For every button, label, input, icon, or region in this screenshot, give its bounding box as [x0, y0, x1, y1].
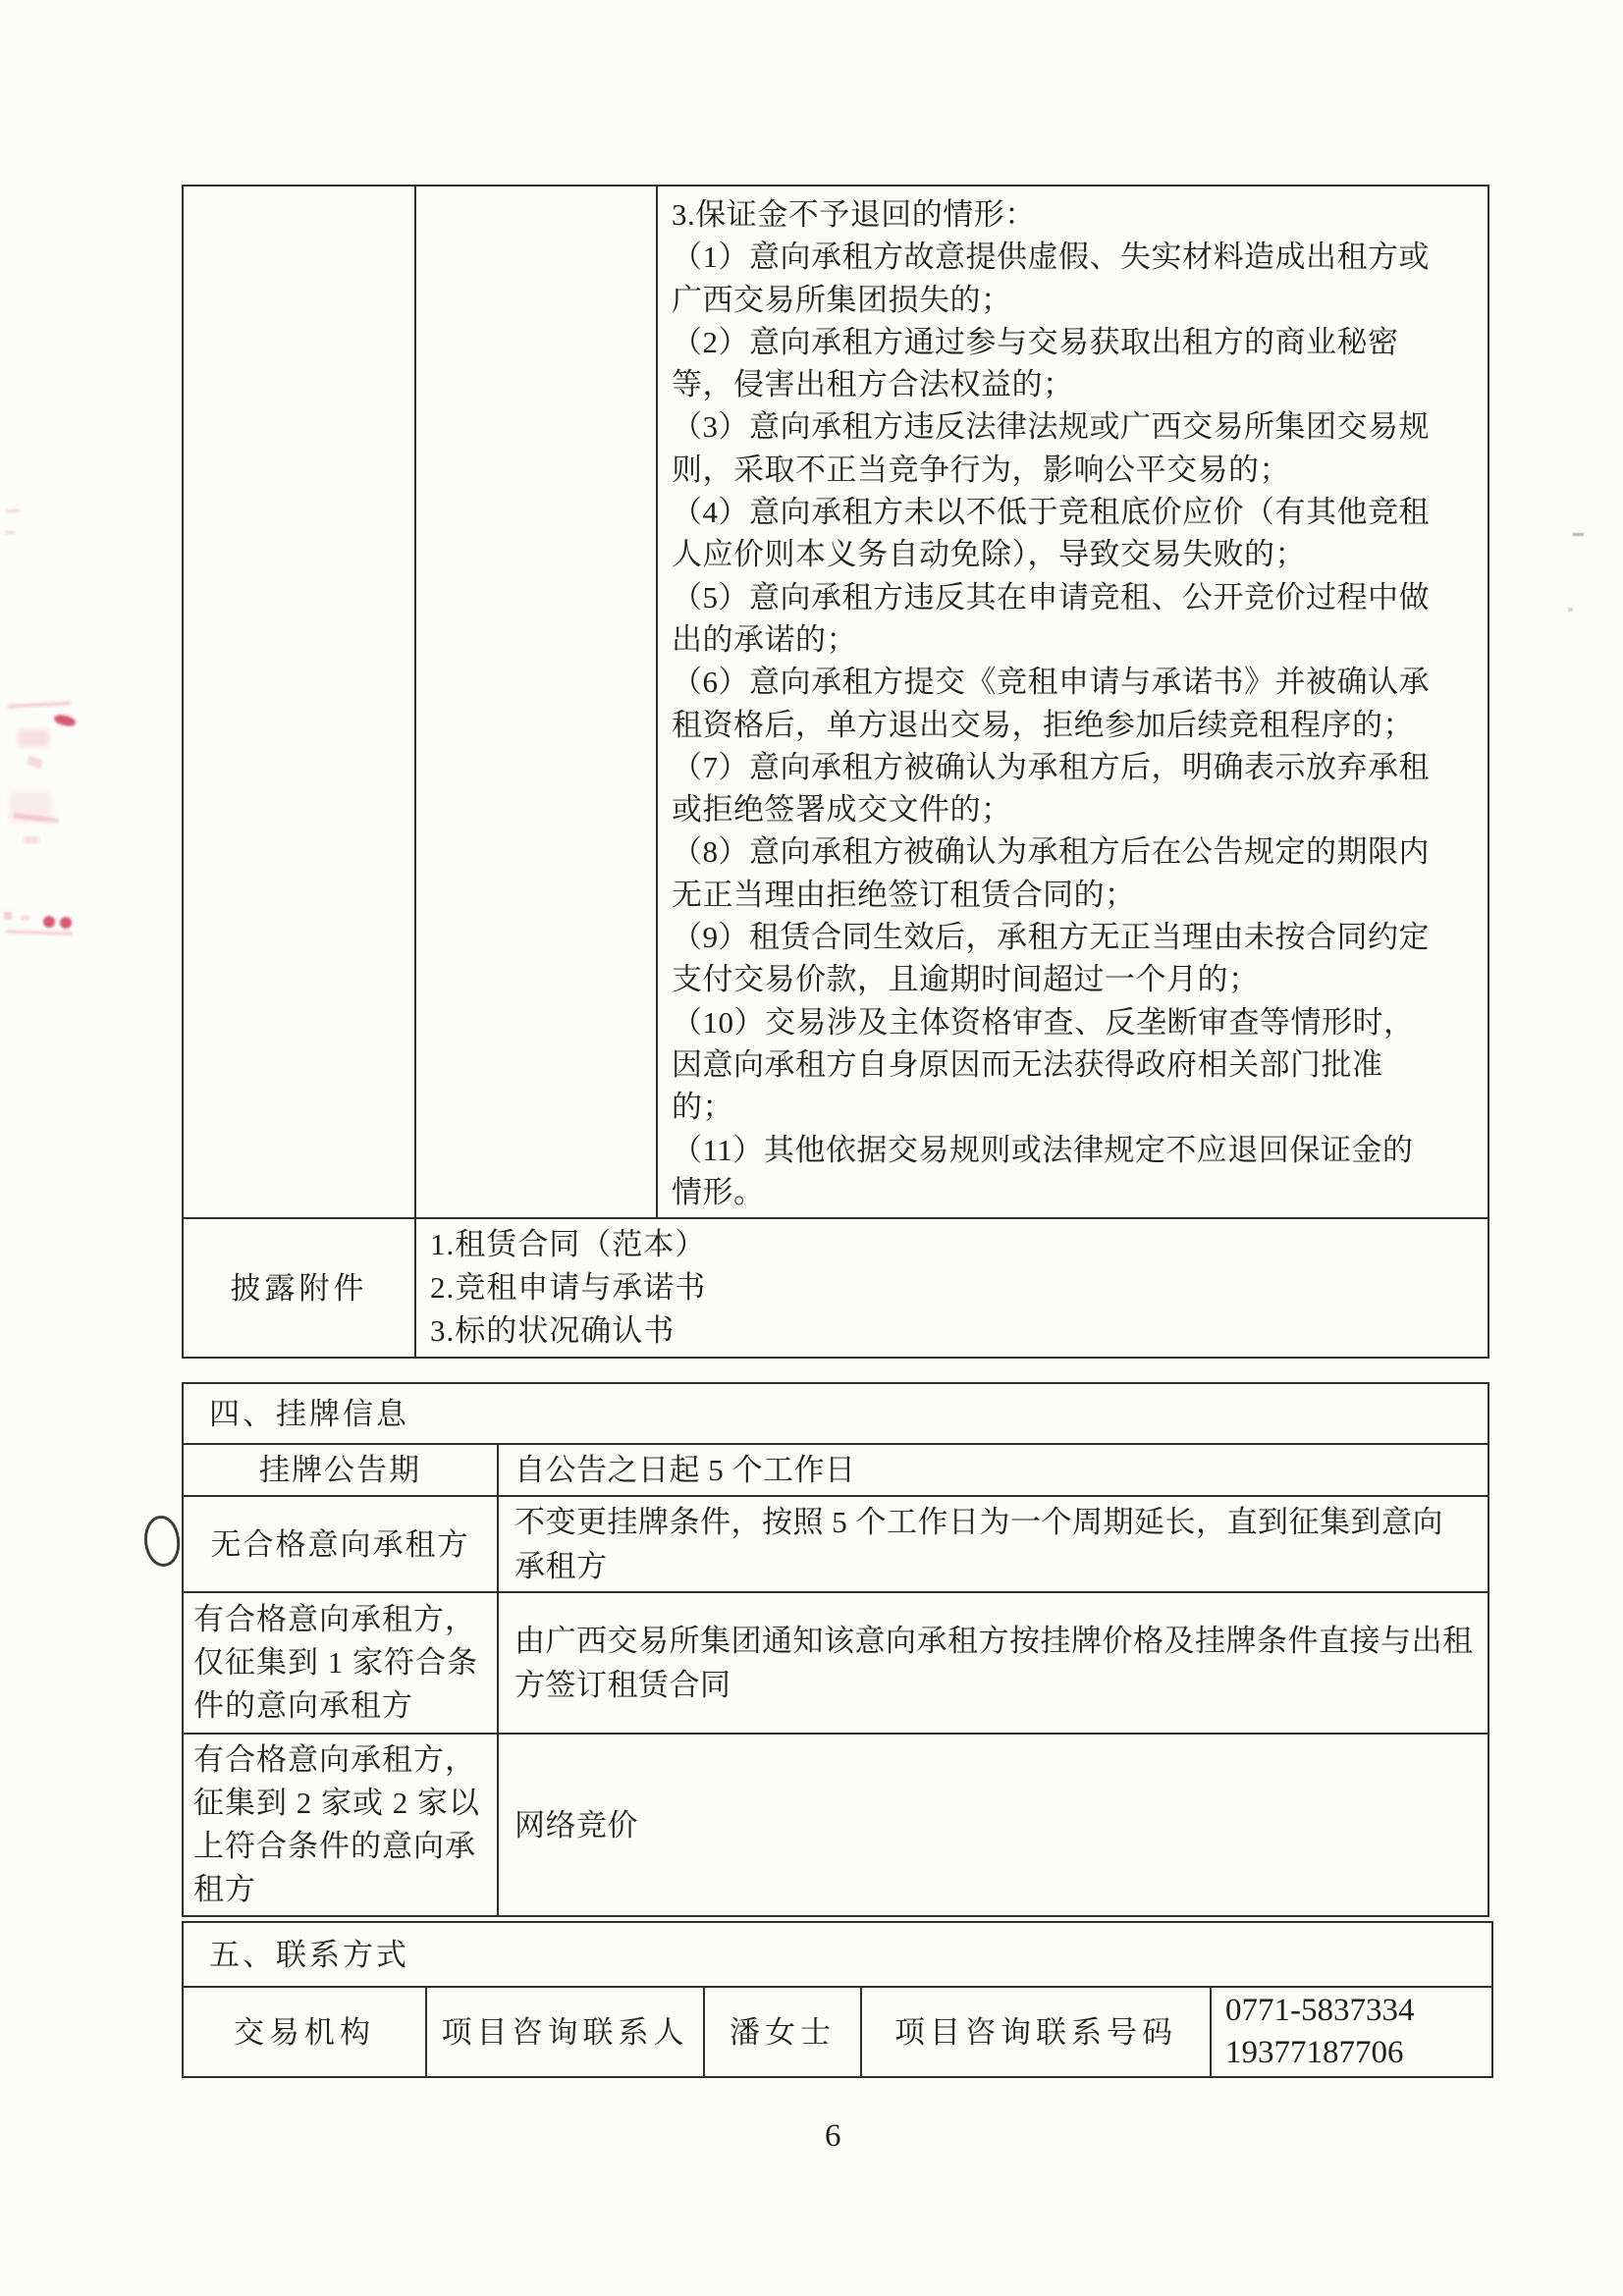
attachments-list-cell: [415, 1218, 1488, 1358]
red-ink-smudge: [5, 531, 15, 534]
phone-number: 19377187706: [1225, 2035, 1404, 2070]
deposit-clause-line: 等，侵害出租方合法权益的；: [672, 367, 1074, 402]
table-row: [183, 1444, 1488, 1496]
section-title-row: [183, 1922, 1492, 1987]
deposit-clause-line: （3）意向承租方违反法律法规或广西交易所集团交易规: [672, 409, 1430, 445]
listing-row-label: 挂牌公告期: [183, 1444, 498, 1496]
attachment-item: 3.标的状况确认书: [430, 1313, 676, 1349]
attachments-label: 披露附件: [183, 1218, 415, 1358]
deposit-terms-table: [182, 185, 1489, 1359]
deposit-clause-line: 3.保证金不予退回的情形：: [672, 197, 1036, 232]
listing-row-label: 无合格意向承租方: [183, 1496, 498, 1592]
deposit-clause-line: （7）意向承租方被确认为承租方后，明确表示放弃承租: [672, 749, 1430, 784]
section-title-row: [183, 1383, 1488, 1444]
listing-info-table: [182, 1382, 1489, 1917]
deposit-clause-line: 无正当理由拒绝签订租赁合同的；: [672, 877, 1136, 912]
table-row: [183, 1592, 1488, 1734]
deposit-clause-line: （8）意向承租方被确认为承租方后在公告规定的期限内: [672, 834, 1430, 870]
deposit-clause-line: 因意向承租方自身原因而无法获得政府相关部门批准: [672, 1046, 1383, 1082]
contact-row: [183, 1987, 1492, 2077]
table-row: [183, 1496, 1488, 1592]
deposit-clause-line: （9）租赁合同生效后，承租方无正当理由未按合同约定: [672, 920, 1430, 955]
page-number: 6: [825, 2118, 841, 2154]
deposit-clause-line: （2）意向承租方通过参与交易获取出租方的商业秘密: [672, 324, 1399, 359]
empty-label-cell: [183, 186, 415, 1218]
listing-row-value: 网络竞价: [498, 1734, 1488, 1916]
contact-section-title: 五、联系方式: [183, 1922, 1492, 1987]
table-row: [183, 1734, 1488, 1916]
deposit-clause-line: （10）交易涉及主体资格审查、反垄断审查等情形时，: [672, 1004, 1415, 1040]
deposit-clause-line: 支付交易价款，且逾期时间超过一个月的；: [672, 962, 1260, 997]
deposit-clause-line: 或拒绝签署成交文件的；: [672, 792, 1012, 828]
deposit-clause-line: 人应价则本义务自动免除），导致交易失败的；: [672, 537, 1306, 572]
handwritten-circle-annotation: [141, 1514, 183, 1569]
red-ink-smudge: [21, 916, 29, 920]
listing-row-value: 不变更挂牌条件，按照 5 个工作日为一个周期延长，直到征集到意向承租方: [498, 1496, 1488, 1592]
red-ink-smudge: [8, 701, 71, 708]
pencil-mark: [1573, 533, 1584, 536]
deposit-clause-line: 出的承诺的；: [672, 621, 857, 657]
deposit-clause-line: （4）意向承租方未以不低于竞租底价应价（有其他竞租: [672, 495, 1430, 530]
red-ink-smudge: [6, 508, 20, 512]
contact-org-label: 交易机构: [183, 1987, 426, 2077]
attachment-item: 1.租赁合同（范本）: [430, 1227, 707, 1262]
pencil-mark: [1568, 608, 1573, 612]
contact-phone-label: 项目咨询联系号码: [861, 1987, 1211, 2077]
red-ink-dot: [60, 917, 72, 929]
deposit-clause-line: （1）意向承租方故意提供虚假、失实材料造成出租方或: [672, 240, 1430, 275]
contact-phone-numbers: [1211, 1987, 1492, 2077]
red-ink-smudge: [27, 756, 43, 770]
red-ink-smudge: [24, 836, 39, 843]
deposit-clause-line: 租资格后，单方退出交易，拒绝参加后续竞租程序的；: [672, 707, 1414, 742]
red-ink-smudge: [18, 729, 49, 747]
phone-number: 0771-5837334: [1225, 1993, 1415, 2028]
contact-table: [182, 1921, 1493, 2078]
deposit-clause-line: 的；: [672, 1090, 733, 1125]
deposit-clause-line: 广西交易所集团损失的；: [672, 282, 1012, 317]
deposit-clause-line: （5）意向承租方违反其在申请竞租、公开竞价过程中做: [672, 579, 1430, 614]
listing-row-value: 由广西交易所集团通知该意向承租方按挂牌价格及挂牌条件直接与出租方签订租赁合同: [498, 1592, 1488, 1734]
red-ink-dot: [43, 916, 55, 928]
deposit-clause-line: 情形。: [672, 1174, 765, 1209]
attachments-row: [183, 1218, 1488, 1358]
red-ink-smudge: [53, 713, 77, 727]
red-ink-smudge: [4, 912, 12, 920]
deposit-clauses-cell: [657, 186, 1488, 1218]
red-ink-smudge: [6, 930, 73, 935]
deposit-clause-line: （6）意向承租方提交《竞租申请与承诺书》并被确认承: [672, 665, 1430, 700]
contact-person-label: 项目咨询联系人: [426, 1987, 704, 2077]
listing-row-label: 有合格意向承租方，征集到 2 家或 2 家以上符合条件的意向承租方: [183, 1734, 498, 1916]
listing-section-title: 四、挂牌信息: [183, 1383, 1488, 1444]
contact-person-name: 潘女士: [704, 1987, 861, 2077]
attachment-item: 2.竞租申请与承诺书: [430, 1270, 707, 1306]
table-row: [183, 186, 1488, 1218]
listing-row-label: 有合格意向承租方，仅征集到 1 家符合条件的意向承租方: [183, 1592, 498, 1734]
empty-sublabel-cell: [415, 186, 657, 1218]
deposit-clause-line: （11）其他依据交易规则或法律规定不应退回保证金的: [672, 1132, 1414, 1167]
listing-row-value: 自公告之日起 5 个工作日: [498, 1444, 1488, 1496]
deposit-clause-line: 则，采取不正当竞争行为，影响公平交易的；: [672, 452, 1290, 487]
